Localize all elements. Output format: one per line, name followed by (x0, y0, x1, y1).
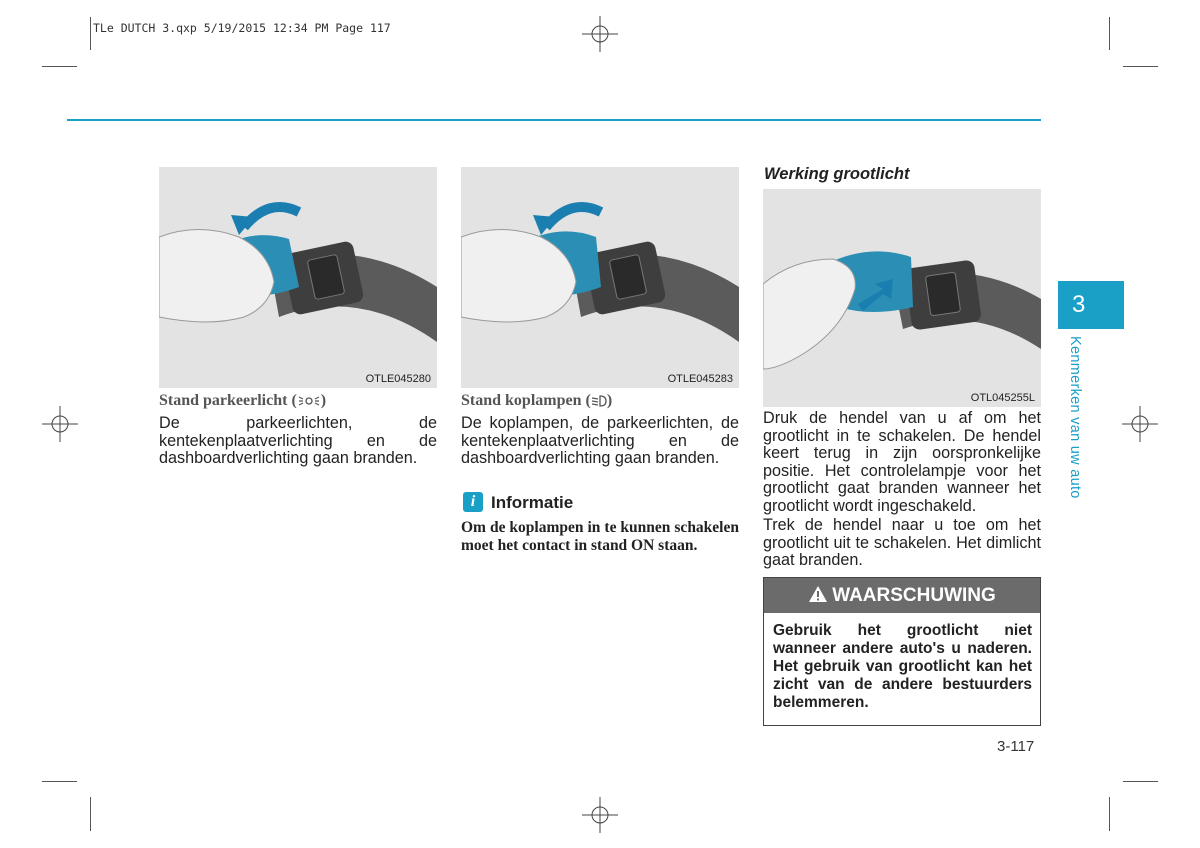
caption-heading-text: Stand parkeerlicht ( (159, 392, 297, 409)
chapter-title (1067, 336, 1087, 506)
page-number: 3-117 (997, 738, 1035, 755)
section-title: Werking grootlicht (764, 165, 910, 183)
crop-mark (90, 17, 91, 50)
crop-mark (42, 781, 77, 782)
crop-mark (1109, 17, 1110, 50)
headlamps-description: De koplampen, de parkeerlichten, de kentekenplaatverlichting en de dashboardverlichting gaan branden. (461, 414, 739, 467)
crop-mark (1123, 781, 1158, 782)
info-icon: i (463, 492, 483, 512)
caption-heading-text: Stand koplampen ( (461, 392, 591, 409)
warning-box (763, 577, 1041, 726)
warning-title: WAARSCHUWING (832, 585, 996, 606)
print-slug: TLe DUTCH 3.qxp 5/19/2015 12:34 PM Page 117 (93, 21, 391, 35)
headlamp-icon (591, 394, 607, 408)
crop-mark (90, 797, 91, 831)
crop-mark (1123, 66, 1158, 67)
registration-mark-icon (582, 16, 618, 52)
parking-light-icon (297, 394, 321, 408)
warning-header (764, 578, 1040, 613)
registration-mark-icon (1122, 406, 1158, 442)
crop-mark (1109, 797, 1110, 831)
caption-heading-headlamps (461, 392, 612, 410)
parking-light-description: De parkeerlichten, de kentekenplaatverlichting en de dashboardverlichting gaan branden. (159, 414, 437, 467)
lever-photo-parking (159, 167, 437, 388)
registration-mark-icon (42, 406, 78, 442)
crop-mark (42, 66, 77, 67)
caption-heading-close: ) (320, 392, 327, 409)
header-rule (67, 119, 1041, 121)
high-beam-paragraph-1: Druk de hendel van u af om het grootlicht in te schakelen. De hendel keert terug in zijn oorspronkelijke positie. Het controlelampje voor het grootlicht gaat branden wanneer het grootlicht wordt ingeschakeld. (763, 409, 1041, 515)
caption-heading-parking (159, 392, 326, 410)
chapter-tab: 3 (1058, 281, 1124, 329)
warning-text: Gebruik het grootlicht niet wanneer andere auto's u naderen. Het gebruik van grootlicht kan het zicht van de andere bestuurders belemmeren. (773, 622, 1032, 711)
warning-triangle-icon (808, 585, 828, 603)
image-code: OTL045255L (970, 392, 1035, 404)
high-beam-paragraph-2: Trek de hendel naar u toe om het grootlicht uit te schakelen. Het dimlicht gaat branden. (763, 516, 1041, 569)
image-code: OTLE045280 (365, 373, 431, 385)
caption-heading-close: ) (606, 392, 613, 409)
info-text: Om de koplampen in te kunnen schakelen moet het contact in stand ON staan. (461, 519, 739, 554)
image-code: OTLE045283 (667, 373, 733, 385)
info-title: Informatie (491, 493, 574, 512)
chapter-title-text: Kenmerken van uw auto (1067, 336, 1083, 499)
lever-photo-headlamps (461, 167, 739, 388)
lever-photo-high-beam (763, 189, 1041, 407)
registration-mark-icon (582, 797, 618, 833)
